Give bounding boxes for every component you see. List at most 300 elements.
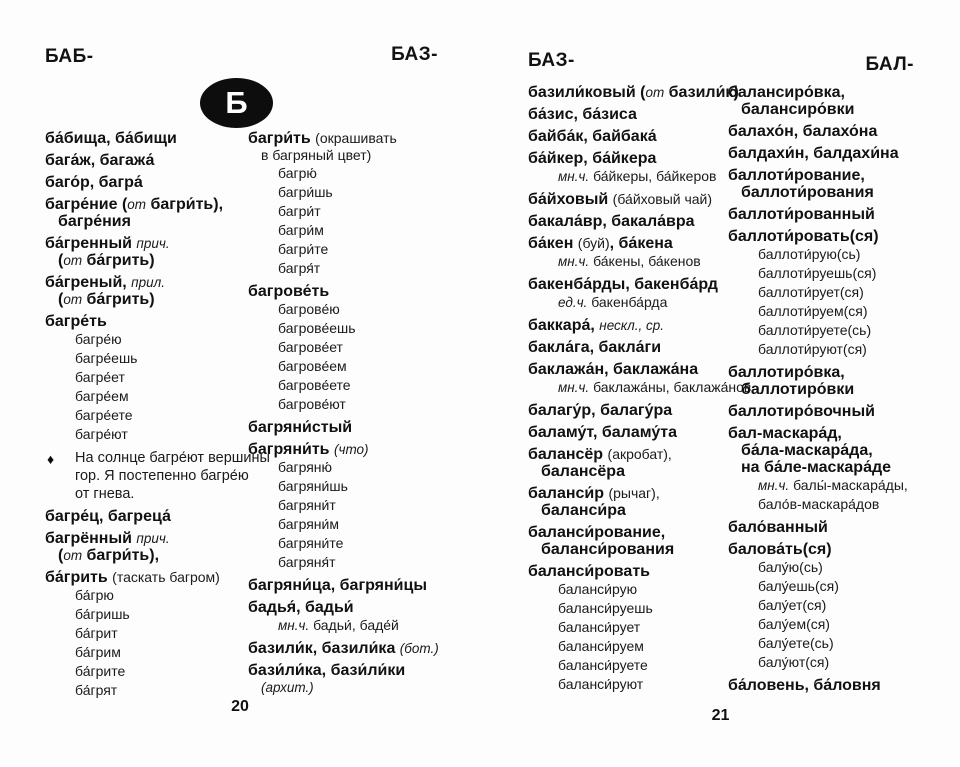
entry-line (728, 302, 940, 321)
entry-line (248, 419, 463, 436)
text-segment: багре́ния (58, 213, 131, 230)
dictionary-entry (528, 446, 726, 480)
text-segment: багре́ет (75, 369, 125, 385)
text-segment: баклажа́н, баклажа́на (528, 361, 699, 378)
entry-line (728, 167, 940, 184)
page-number-right: 21 (711, 707, 730, 724)
text-segment: от (63, 253, 83, 268)
text-segment: багре́ние ( (45, 196, 128, 213)
entry-line (248, 240, 463, 259)
text-segment: (таскать багром) (112, 569, 220, 585)
text-segment: багрове́ют (278, 396, 346, 412)
letter-section-badge (200, 78, 273, 128)
entry-line (45, 349, 241, 368)
entry-line (528, 541, 726, 558)
dictionary-entry (528, 563, 726, 694)
text-segment: ба́кены, ба́кенов (589, 253, 701, 269)
text-segment: баланси́руют (558, 676, 644, 692)
dictionary-entry (528, 276, 726, 312)
entry-line (528, 252, 726, 271)
entry-line (728, 596, 940, 615)
entry-line (728, 145, 940, 162)
dictionary-entry (528, 339, 726, 356)
entry-line (528, 378, 752, 397)
dictionary-entry (728, 228, 940, 359)
dictionary-entry (728, 206, 940, 223)
text-segment: баллоти́рованный (728, 206, 875, 223)
entry-line (248, 515, 463, 534)
right-page (480, 0, 960, 767)
entry-line (528, 618, 726, 637)
text-segment: ( (58, 291, 64, 308)
dictionary-column (728, 84, 940, 699)
text-segment: балу́ю(сь) (758, 559, 823, 575)
entry-line (45, 547, 241, 564)
dictionary-column (528, 84, 752, 699)
entry-line (528, 637, 726, 656)
text-segment: баллоти́рую(сь) (758, 246, 861, 262)
text-segment: баланси́руем (558, 638, 644, 654)
entry-line (728, 245, 940, 264)
text-segment: баккара́, (528, 317, 600, 334)
entry-line (728, 615, 940, 634)
dictionary-entry (248, 599, 463, 635)
text-segment: бакенба́рда (587, 294, 668, 310)
entry-line (45, 368, 241, 387)
dictionary-entry (45, 130, 241, 147)
text-segment: , ба́кена (609, 235, 673, 252)
entry-line (45, 387, 241, 406)
entry-line (728, 123, 940, 140)
dictionary-entry (248, 662, 463, 696)
text-segment: багря́т (278, 260, 321, 276)
entry-line (248, 458, 463, 477)
dictionary-entry (528, 424, 726, 441)
text-segment: базили́к) (664, 84, 739, 101)
text-segment: ба́грить) (82, 252, 155, 269)
entry-line (248, 376, 463, 395)
entry-line (45, 569, 241, 586)
dictionary-entry (728, 364, 940, 398)
entry-line (248, 283, 463, 300)
text-segment: баллоти́руешь(ся) (758, 265, 877, 281)
text-segment: (акробат), (607, 446, 672, 462)
dictionary-entry (528, 361, 752, 397)
text-segment: ( (58, 547, 64, 564)
entry-line (528, 361, 726, 378)
entry-line (728, 653, 940, 672)
dictionary-entry (528, 106, 726, 123)
dictionary-entry (728, 145, 940, 162)
entry-line (45, 586, 241, 605)
entry-line (528, 150, 726, 167)
dictionary-entry (528, 485, 726, 519)
text-segment: балова́ть(ся) (728, 541, 832, 558)
text-segment: бало́в-маскара́дов (758, 496, 880, 512)
text-segment: (бот.) (399, 641, 439, 656)
text-segment: багряни́ца, багряни́цы (248, 577, 428, 594)
entry-line (248, 338, 463, 357)
text-segment: (рычаг), (608, 485, 660, 501)
text-segment: ба́ла-маскара́да, (741, 442, 873, 459)
text-segment: баллоти́руете(сь) (758, 322, 872, 338)
entry-line (528, 402, 726, 419)
entry-line (248, 221, 463, 240)
entry-line (528, 317, 726, 334)
text-segment: бадья́, бадьи́ (248, 599, 354, 616)
entry-line (528, 235, 726, 252)
text-segment: баламу́т, баламу́та (528, 424, 677, 441)
entry-line (728, 264, 940, 283)
entry-line (248, 147, 463, 164)
text-segment: багряни́те (278, 535, 344, 551)
entry-line (45, 530, 241, 547)
text-segment: мн.ч. (558, 254, 590, 269)
dictionary-entry (248, 419, 463, 436)
entry-line (248, 679, 463, 696)
entry-line (728, 403, 940, 420)
dictionary-entry (728, 84, 940, 118)
entry-line (728, 558, 940, 577)
entry-line (528, 424, 726, 441)
entry-line (528, 675, 726, 694)
diamond-bullet-icon: ♦ (47, 451, 55, 467)
text-segment: багре́ть (45, 313, 107, 330)
entry-line (528, 167, 726, 186)
text-segment: баллоти́рование, (728, 167, 865, 184)
text-segment: ба́греный, (45, 274, 132, 291)
entry-line (528, 502, 726, 519)
dictionary-entry (528, 191, 726, 208)
dictionary-entry (248, 283, 463, 414)
entry-line (45, 330, 241, 349)
text-segment: багрове́ешь (278, 320, 356, 336)
text-segment: багре́ете (75, 407, 133, 423)
dictionary-entry (45, 152, 241, 169)
guide-word-left: БАЗ- (528, 50, 575, 71)
text-segment: баланси́ра (541, 502, 626, 519)
text-segment: ба́грят (75, 682, 118, 698)
text-segment: багри́ть), (146, 196, 224, 213)
dictionary-entry (248, 640, 463, 657)
entry-line (248, 357, 463, 376)
dictionary-entry (248, 577, 463, 594)
entry-line (728, 495, 940, 514)
text-segment: багряни́м (278, 516, 339, 532)
dictionary-entry (528, 128, 726, 145)
dictionary-entry (728, 167, 940, 201)
entry-line (728, 677, 940, 694)
dictionary-entry (45, 174, 241, 191)
dictionary-entry (528, 235, 726, 271)
text-segment: баланси́рую (558, 581, 638, 597)
text-segment: багри́те (278, 241, 329, 257)
text-segment: багри́т (278, 203, 321, 219)
dictionary-column (248, 130, 463, 701)
text-segment: (ба́йховый чай) (612, 191, 713, 207)
entry-line (45, 662, 241, 681)
entry-line (728, 476, 940, 495)
entry-line (45, 449, 270, 467)
text-segment: (окрашивать (315, 130, 397, 146)
text-segment: (буй) (577, 235, 610, 251)
entry-line (728, 577, 940, 596)
text-segment: ба́грить (45, 569, 113, 586)
text-segment: балансиро́вки (741, 101, 855, 118)
dictionary-entry (45, 235, 241, 269)
text-segment: ба́кен (528, 235, 578, 252)
text-segment: багри́м (278, 222, 324, 238)
text-segment: бало́ванный (728, 519, 828, 536)
entry-line (728, 459, 940, 476)
dictionary-entry (45, 274, 241, 308)
entry-line (528, 128, 726, 145)
text-segment: багре́ем (75, 388, 129, 404)
entry-line (728, 321, 940, 340)
dictionary-entry (45, 196, 241, 230)
entry-line (248, 640, 463, 657)
text-segment: мн.ч. (758, 478, 790, 493)
entry-line (728, 519, 940, 536)
text-segment: базили́к, базили́ка (248, 640, 400, 657)
text-segment: ба́грить) (82, 291, 155, 308)
text-segment: балу́ют(ся) (758, 654, 830, 670)
text-segment: ба́бища, ба́бищи (45, 130, 177, 147)
text-segment: бадьи́, баде́й (309, 617, 399, 633)
text-segment: багряни́т (278, 497, 336, 513)
entry-line (45, 406, 241, 425)
dictionary-entry (728, 541, 940, 672)
text-segment: ба́ловень, ба́ловня (728, 677, 881, 694)
text-segment: мн.ч. (558, 169, 590, 184)
guide-word-right: БАЛ- (865, 54, 914, 75)
page-number-left: 20 (231, 698, 249, 715)
dictionary-entry (248, 441, 463, 572)
text-segment: баллоти́руют(ся) (758, 341, 867, 357)
text-segment: багрове́ю (278, 301, 340, 317)
text-segment: от гнева. (75, 486, 135, 502)
entry-line (528, 563, 726, 580)
entry-line (728, 101, 940, 118)
entry-line (528, 276, 726, 293)
entry-line (528, 84, 739, 101)
text-segment: в багряный цвет) (261, 147, 372, 163)
text-segment: бази́ли́ка, бази́ли́ки (248, 662, 406, 679)
text-segment: от (127, 197, 147, 212)
entry-line (248, 202, 463, 221)
entry-line (45, 130, 241, 147)
entry-line (528, 524, 726, 541)
dictionary-entry (528, 524, 726, 558)
text-segment: багряни́стый (248, 419, 353, 436)
entry-line (528, 293, 726, 312)
text-segment: балдахи́н, балдахи́на (728, 145, 899, 162)
text-segment: бакенба́рды, бакенба́рд (528, 276, 718, 293)
text-segment: от (63, 548, 83, 563)
text-segment: баклажа́ны, баклажа́нов (589, 379, 752, 395)
text-segment: базили́ковый ( (528, 84, 646, 101)
text-segment: багрю́ (278, 165, 317, 181)
text-segment: гор. Я постепенно багре́ю (75, 468, 249, 484)
entry-line (248, 183, 463, 202)
text-segment: ба́йховый (528, 191, 613, 208)
text-segment: ба́гришь (75, 606, 130, 622)
text-segment: баллотиро́вочный (728, 403, 875, 420)
entry-line (528, 485, 726, 502)
text-segment: балансёр (528, 446, 608, 463)
entry-line (45, 196, 241, 213)
text-segment: ( (58, 252, 64, 269)
text-segment: прич. (136, 531, 170, 546)
entry-line (728, 84, 940, 101)
dictionary-entry (728, 123, 940, 140)
text-segment: балу́ете(сь) (758, 635, 834, 651)
dictionary-entry (45, 569, 241, 700)
text-segment: бакала́вр, бакала́вра (528, 213, 695, 230)
text-segment: багре́ешь (75, 350, 138, 366)
text-segment: баллоти́рования (741, 184, 874, 201)
text-segment: на ба́ле-маскара́де (741, 459, 892, 476)
guide-word-left: БАБ- (45, 46, 94, 67)
text-segment: балу́ешь(ся) (758, 578, 839, 594)
entry-line (728, 634, 940, 653)
dictionary-entry (528, 213, 726, 230)
text-segment: (архит.) (261, 680, 314, 695)
entry-line (248, 616, 463, 635)
dictionary-entry (528, 84, 739, 101)
text-segment: балахо́н, балахо́на (728, 123, 878, 140)
text-segment: багре́ю (75, 331, 122, 347)
text-segment: баго́р, багра́ (45, 174, 143, 191)
entry-line (248, 662, 463, 679)
entry-line (45, 213, 241, 230)
dictionary-entry (528, 402, 726, 419)
dictionary-column (45, 130, 270, 705)
text-segment: ба́зис, ба́зиса (528, 106, 637, 123)
entry-line (528, 106, 726, 123)
text-segment: бакла́га, бакла́ги (528, 339, 662, 356)
text-segment: багрове́ет (278, 339, 343, 355)
entry-line (45, 467, 249, 485)
dictionary-entry (728, 519, 940, 536)
entry-line (45, 252, 241, 269)
guide-word-right: БАЗ- (391, 44, 438, 65)
text-segment: багряни́шь (278, 478, 348, 494)
letter-badge-text: Б (225, 84, 248, 120)
entry-line (728, 541, 940, 558)
text-segment: баланси́р (528, 485, 609, 502)
text-segment: багре́ют (75, 426, 128, 442)
entry-line (248, 553, 463, 572)
entry-line (45, 605, 241, 624)
entry-line (528, 463, 726, 480)
entry-line (45, 425, 241, 444)
dictionary-entry (45, 530, 241, 564)
entry-line (45, 485, 241, 503)
dictionary-entry (728, 677, 940, 694)
entry-line (45, 508, 241, 525)
text-segment: ед.ч. (558, 295, 588, 310)
text-segment: багри́ть (248, 130, 316, 147)
entry-line (528, 213, 726, 230)
text-segment: (что) (333, 442, 369, 457)
text-segment: баланси́рует (558, 619, 641, 635)
dictionary-entry (45, 313, 241, 444)
entry-line (528, 599, 726, 618)
text-segment: баллоти́рует(ся) (758, 284, 864, 300)
text-segment: байба́к, байбака́ (528, 128, 657, 145)
text-segment: баланси́рование, (528, 524, 666, 541)
entry-line (528, 446, 726, 463)
text-segment: балы́-маскара́ды, (789, 477, 908, 493)
text-segment: бага́ж, багажа́ (45, 152, 155, 169)
entry-line (728, 228, 940, 245)
entry-line (45, 152, 241, 169)
text-segment: ба́грите (75, 663, 126, 679)
text-segment: ба́гренный (45, 235, 137, 252)
text-segment: баланси́руете (558, 657, 648, 673)
text-segment: баллотиро́вки (741, 381, 855, 398)
entry-line (528, 339, 726, 356)
text-segment: ба́грит (75, 625, 118, 641)
text-segment: багрове́ем (278, 358, 347, 374)
entry-line (45, 174, 241, 191)
text-segment: багрённый (45, 530, 137, 547)
text-segment: балагу́р, балагу́ра (528, 402, 673, 419)
text-segment: багри́шь (278, 184, 333, 200)
dictionary-entry (45, 508, 241, 525)
entry-line (248, 395, 463, 414)
text-segment: баллоти́руем(ся) (758, 303, 868, 319)
entry-line (528, 656, 726, 675)
entry-line (728, 340, 940, 359)
entry-line (248, 477, 463, 496)
text-segment: баланси́руешь (558, 600, 653, 616)
entry-line (528, 580, 726, 599)
entry-line (45, 643, 241, 662)
text-segment: баланси́ровать (528, 563, 650, 580)
text-segment: баллотиро́вка, (728, 364, 845, 381)
entry-line (45, 291, 241, 308)
entry-line (248, 300, 463, 319)
text-segment: ба́йкер, ба́йкера (528, 150, 657, 167)
text-segment: ба́йкеры, ба́йкеров (589, 168, 717, 184)
text-segment: багрове́ете (278, 377, 351, 393)
entry-line (728, 184, 940, 201)
text-segment: балу́ет(ся) (758, 597, 827, 613)
text-segment: багряни́ть (248, 441, 334, 458)
text-segment: нескл., ср. (599, 318, 665, 333)
text-segment: мн.ч. (558, 380, 590, 395)
dictionary-entry (728, 403, 940, 420)
entry-line (728, 364, 940, 381)
entry-line (248, 496, 463, 515)
entry-line (728, 283, 940, 302)
dictionary-entry (728, 425, 940, 514)
entry-line (45, 235, 241, 252)
entry-line (248, 319, 463, 338)
entry-line (248, 164, 463, 183)
entry-line (45, 313, 241, 330)
entry-line (248, 577, 463, 594)
entry-line (248, 130, 463, 147)
entry-line (45, 624, 241, 643)
text-segment: багрове́ть (248, 283, 330, 300)
entry-line (248, 441, 463, 458)
text-segment: багри́ть), (82, 547, 160, 564)
text-segment: от (645, 85, 665, 100)
text-segment: балансёра (541, 463, 625, 480)
